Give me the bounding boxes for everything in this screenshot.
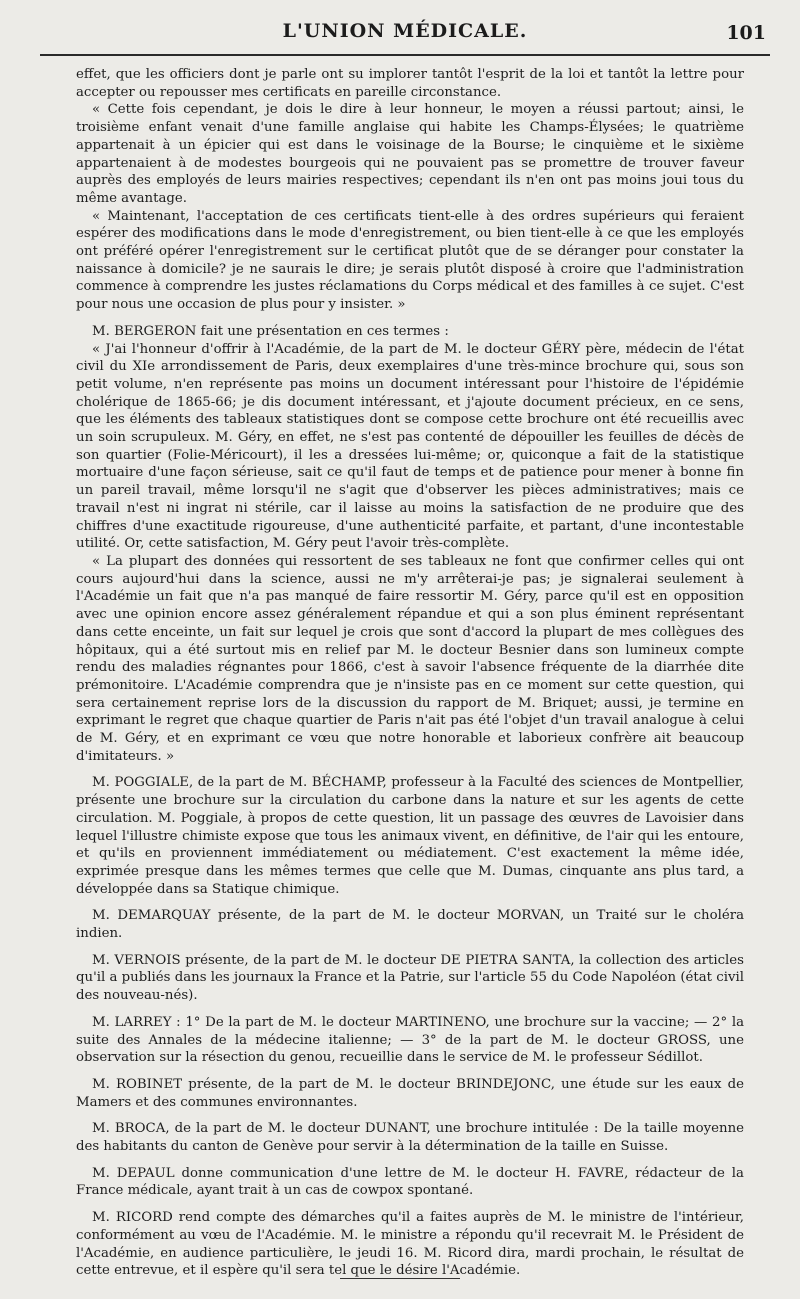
paragraph: M. DEPAUL donne communication d'une lettre de M. le docteur H. FAVRE, rédacteur de la France médicale, ayant trait à un cas de cowpox spontané. (76, 1165, 744, 1199)
paragraph: M. BERGERON fait une présentation en ces termes : (92, 323, 449, 339)
end-rule (340, 1278, 460, 1280)
paragraph: « J'ai l'honneur d'offrir à l'Académie, de la part de M. le docteur GÉRY père, médecin de l'état civil du XIe arrondissement de Paris, deux exemplaires d'une très-mince brochure qui, sous son petit volume, n'en représente pas moins un document intéressant pour l'histoire de l'épidémie cholérique de 1865-66; je dis document intéressant, et j'ajoute document précieux, en ce sens, que les éléments des tableaux statistiques dont se compose cette brochure ont été recueillis avec un soin scrupuleux. M. Géry, en effet, ne s'est pas contenté de dépouiller les feuilles de décès de son quartier (Folie-Méricourt), il les a dressées lui-même; or, quiconque a fait de la statistique mortuaire d'une façon sérieuse, sait ce qu'il faut de temps et de patience pour mener à bonne fin un pareil travail, même lorsqu'il ne s'agit que d'observer les pièces administratives; mais ce travail n'est ni ingrat ni stérile, car il laisse au moins la satisfaction de ne produire que des chiffres d'une exactitude rigoureuse, d'une authenticité parfaite, et partant, d'une incontestable utilité. Or, cette satisfaction, M. Géry peut l'avoir très-complète. (76, 341, 744, 552)
paragraph: M. DEMARQUAY présente, de la part de M. le docteur MORVAN, un Traité sur le choléra indien. (76, 908, 744, 942)
paragraph: « Maintenant, l'acceptation de ces certificats tient-elle à des ordres supérieurs qui feraient espérer des modifications dans le mode d'enregistrement, ou bien tient-elle à ce que les employés ont préféré opérer l'enregistrement sur le certificat plutôt que de se déranger pour constater la naissance à domicile? je ne saurais le dire; je serais plutôt disposé à croire que l'administration commence à comprendre les justes réclamations du Corps médical et des familles à ce sujet. C'est pour nous une occasion de plus pour y insister. » (76, 208, 744, 313)
paragraph: « La plupart des données qui ressortent de ses tableaux ne font que confirmer celles qui ont cours aujourd'hui dans la science, aussi ne m'y arrêterai-je pas; je signalerai seulement à l'Académie un fait que n'a pas manqué de faire ressortir M. Géry, parce qu'il est en opposition avec une opinion encore assez généralement répandue et qui a son plus éminent représentant dans cette enceinte, un fait sur lequel je crois que sont d'accord la plupart de mes collègues des hôpitaux, qui a été surtout mis en relief par M. le docteur Besnier dans son lumineux compte rendu des maladies régnantes pour 1866, c'est à savoir l'absence fréquente de la diarrhée dite prémonitoire. L'Académie comprendra que je n'insiste pas en ce moment sur cette question, qui sera certainement reprise lors de la discussion du rapport de M. Briquet; aussi, je termine en exprimant le regret que chaque quartier de Paris n'ait pas été l'objet d'un travail analogue à celui de M. Géry, et en exprimant ce vœu que notre honorable et laborieux confrère ait beaucoup d'imitateurs. » (76, 553, 744, 764)
paragraph: M. ROBINET présente, de la part de M. le docteur BRINDEJONC, une étude sur les eaux de Mamers et des communes environnantes. (76, 1076, 744, 1110)
paragraph: M. LARREY : 1° De la part de M. le docteur MARTINENO, une brochure sur la vaccine; — 2° la suite des Annales de la médecine italienne; — 3° de la part de M. le docteur GROSS, une observation sur la résection du genou, recueillie dans le service de M. le professeur Sédillot. (76, 1014, 744, 1066)
page-header (40, 18, 770, 56)
body-text (76, 66, 744, 1280)
paragraph: « Cette fois cependant, je dois le dire à leur honneur, le moyen a réussi partout; ainsi, le troisième enfant venait d'une famille anglaise qui habite les Champs-Élysées; le quatrième appartenait à un épicier qui est dans le voisinage de la Bourse; le cinquième et le sixième appartenaient à de modestes bourgeois qui ne pouvaient pas se promettre de trouver faveur auprès des employés de leurs mairies respectives; cependant ils n'en ont pas moins joui tous du même avantage. (76, 102, 744, 206)
page-number: 101 (726, 22, 766, 44)
paragraph: M. POGGIALE, de la part de M. BÉCHAMP, professeur à la Faculté des sciences de Montpellier, présente une brochure sur la circulation du carbone dans la nature et sur les agents de cette circulation. M. Poggiale, à propos de cette question, lit un passage des œuvres de Lavoisier dans lequel l'illustre chimiste expose que tous les animaux vivent, en définitive, de l'air qui les entoure, et qu'ils en proviennent immédiatement ou médiatement. C'est exactement la même idée, exprimée presque dans les mêmes termes que celle que M. Dumas, cinquante ans plus tard, a développée dans sa Statique chimique. (76, 775, 744, 897)
paragraph: M. VERNOIS présente, de la part de M. le docteur DE PIETRA SANTA, la collection des articles qu'il a publiés dans les journaux la France et la Patrie, sur l'article 55 du Code Napoléon (état civil des nouveau-nés). (76, 952, 744, 1004)
running-title: L'UNION MÉDICALE. (282, 20, 528, 42)
paragraph: effet, que les officiers dont je parle ont su implorer tantôt l'esprit de la loi et tantôt la lettre pour accepter ou repousser mes certificats en pareille circonstance. (76, 67, 744, 100)
paragraph: M. RICORD rend compte des démarches qu'il a faites auprès de M. le ministre de l'intérieur, conformément au vœu de l'Académie. M. le ministre a répondu qu'il recevrait M. le Président de l'Académie, en audience particulière, le jeudi 16. M. Ricord dira, mardi prochain, le résultat de cette entrevue, et il espère qu'il sera tel que le désire l'Académie. (76, 1210, 744, 1279)
paragraph: M. BROCA, de la part de M. le docteur DUNANT, une brochure intitulée : De la taille moyenne des habitants du canton de Genève pour servir à la détermination de la taille en Suisse. (76, 1121, 744, 1155)
